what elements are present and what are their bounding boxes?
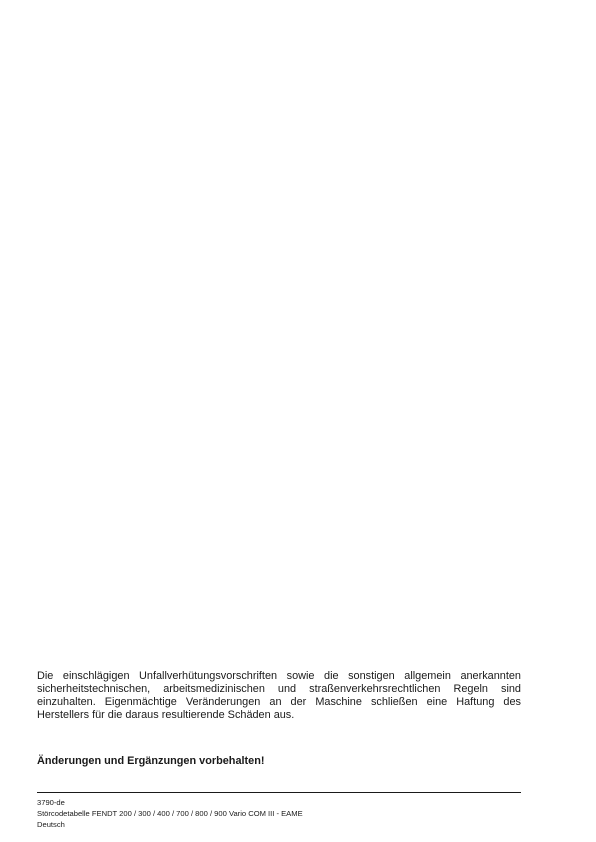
document-language: Deutsch [37,820,65,829]
liability-disclaimer: Die einschlägigen Unfallverhütungsvorschriften sowie die sonstigen allgemein anerkannten sicherheitstechnischen, arbeitsmedizinischen und straßenverkehrsrechtlichen Regeln sind einzuhalten. Eigenmächtige Veränderungen an der Maschine schließen eine Haftung des Herstellers für die daraus resultierende Schäden aus. [37,670,521,721]
document-number: 3790-de [37,798,65,807]
footer [37,797,521,830]
changes-reserved-notice: Änderungen und Ergänzungen vorbehalten! [37,755,265,767]
footer-divider [37,792,521,793]
document-title: Störcodetabelle FENDT 200 / 300 / 400 / 700 / 800 / 900 Vario COM III - EAME [37,809,303,818]
